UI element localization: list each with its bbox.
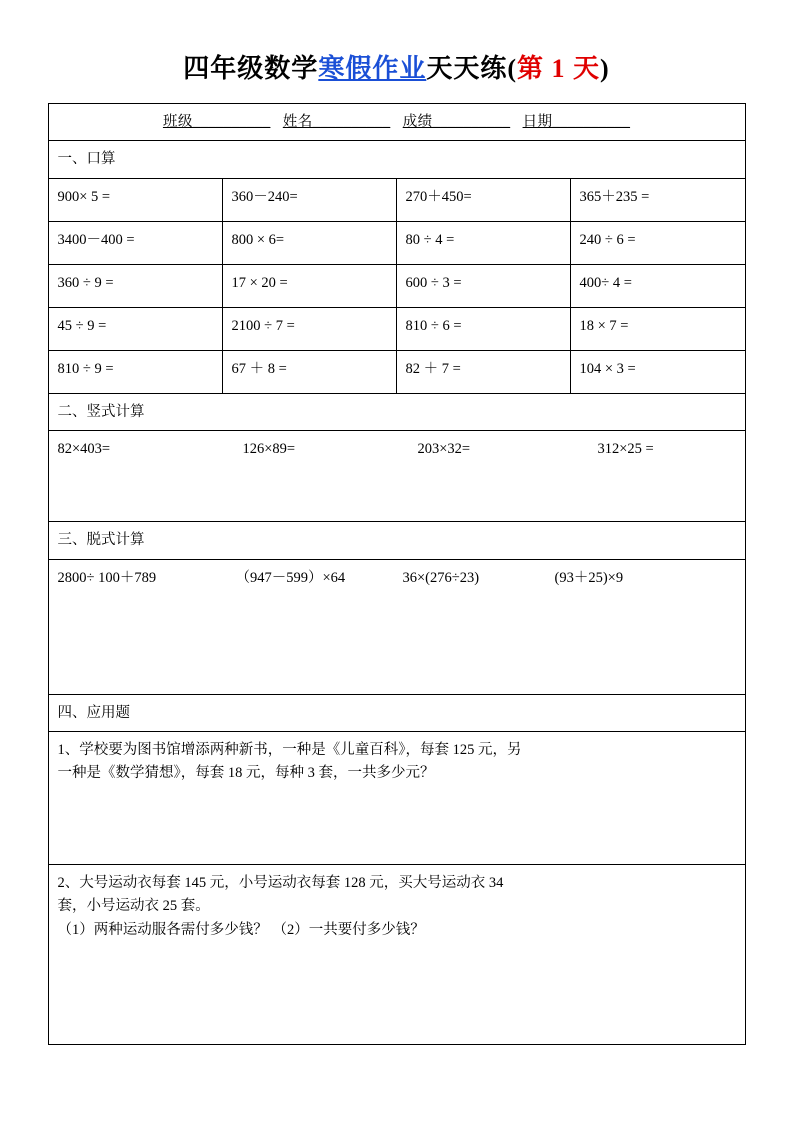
oral-problem[interactable]: 67 ＋ 8 =: [222, 350, 396, 393]
word-problem-1[interactable]: [48, 732, 745, 865]
vertical-problem[interactable]: 312×25 =: [597, 441, 654, 458]
expression-problem[interactable]: （947－599）×64: [235, 569, 346, 586]
student-info-cell: [48, 104, 745, 141]
section-expression-title-row: [48, 522, 745, 559]
oral-problem[interactable]: 360 ÷ 9 =: [48, 264, 222, 307]
section-word-title-row: [48, 694, 745, 731]
date-field[interactable]: 日期__________: [522, 114, 631, 130]
word-problem-2[interactable]: [48, 865, 745, 1045]
word-problem-2-sub-b: （2）一共要付多少钱？: [272, 922, 425, 939]
oral-problem[interactable]: 800 × 6=: [222, 221, 396, 264]
oral-problem[interactable]: 18 × 7 =: [570, 307, 745, 350]
expression-problem[interactable]: 36×(276÷23): [402, 569, 480, 586]
expression-problem[interactable]: (93＋25)×9: [554, 569, 624, 586]
vertical-problem[interactable]: 126×89=: [242, 441, 296, 458]
name-field[interactable]: 姓名__________: [282, 114, 391, 130]
title-part-close-paren: ): [600, 54, 610, 83]
table-row: [48, 221, 745, 264]
title-part-daily-practice: 天天练(: [426, 54, 517, 83]
vertical-problem[interactable]: 82×403=: [57, 441, 111, 458]
oral-problem[interactable]: 104 × 3 =: [570, 350, 745, 393]
vertical-work-row: [48, 431, 745, 522]
word-problem-1-line1: 1、学校要为图书馆增添两种新书，一种是《儿童百科》，每套 125 元，另: [57, 742, 522, 759]
section-title-expression: 三、脱式计算: [48, 522, 745, 559]
title-part-day-number: 第 1 天: [517, 54, 601, 83]
oral-problem[interactable]: 2100 ÷ 7 =: [222, 307, 396, 350]
oral-problem[interactable]: 600 ÷ 3 =: [396, 264, 570, 307]
word-problem-2-line2: 套，小号运动衣 25 套。: [57, 897, 210, 914]
oral-problem[interactable]: 400÷ 4 =: [570, 264, 745, 307]
table-row: [48, 178, 745, 221]
word-problem-1-line2: 一种是《数学猜想》，每套 18 元，每种 3 套，一共多少元？: [57, 764, 435, 781]
expression-work-row: [48, 559, 745, 694]
table-row: [48, 307, 745, 350]
word-problem-2-line1: 2、大号运动衣每套 145 元，小号运动衣每套 128 元，买大号运动衣 34: [57, 875, 504, 892]
word-problem-row: [48, 732, 745, 865]
section-title-word: 四、应用题: [48, 694, 745, 731]
oral-problem[interactable]: 900× 5 =: [48, 178, 222, 221]
page-title: [0, 0, 793, 103]
oral-problem[interactable]: 240 ÷ 6 =: [570, 221, 745, 264]
section-title-vertical: 二、竖式计算: [48, 393, 745, 430]
student-info-row: [48, 104, 745, 141]
vertical-work-cell[interactable]: [48, 431, 745, 522]
oral-problem[interactable]: 810 ÷ 9 =: [48, 350, 222, 393]
oral-problem[interactable]: 82 ＋ 7 =: [396, 350, 570, 393]
title-part-grade: 四年级数学: [183, 54, 319, 83]
title-part-winter-homework: 寒假作业: [318, 54, 427, 83]
vertical-problem[interactable]: 203×32=: [417, 441, 471, 458]
section-oral-title-row: [48, 141, 745, 178]
oral-problem[interactable]: 80 ÷ 4 =: [396, 221, 570, 264]
expression-problem[interactable]: 2800÷ 100＋789: [57, 569, 157, 586]
word-problem-2-sub-a: （1）两种运动服各需付多少钱？: [57, 922, 268, 939]
worksheet-table: [48, 103, 746, 1045]
expression-work-cell[interactable]: [48, 559, 745, 694]
oral-problem[interactable]: 270＋450=: [396, 178, 570, 221]
section-vertical-title-row: [48, 393, 745, 430]
table-row: [48, 264, 745, 307]
score-field[interactable]: 成绩__________: [402, 114, 511, 130]
oral-problem[interactable]: 810 ÷ 6 =: [396, 307, 570, 350]
oral-problem[interactable]: 45 ÷ 9 =: [48, 307, 222, 350]
word-problem-row: [48, 865, 745, 1045]
table-row: [48, 350, 745, 393]
section-title-oral: 一、口算: [48, 141, 745, 178]
oral-problem[interactable]: 3400－400 =: [48, 221, 222, 264]
class-field[interactable]: 班级__________: [162, 114, 271, 130]
oral-problem[interactable]: 17 × 20 =: [222, 264, 396, 307]
oral-problem[interactable]: 360－240=: [222, 178, 396, 221]
oral-problem[interactable]: 365＋235 =: [570, 178, 745, 221]
